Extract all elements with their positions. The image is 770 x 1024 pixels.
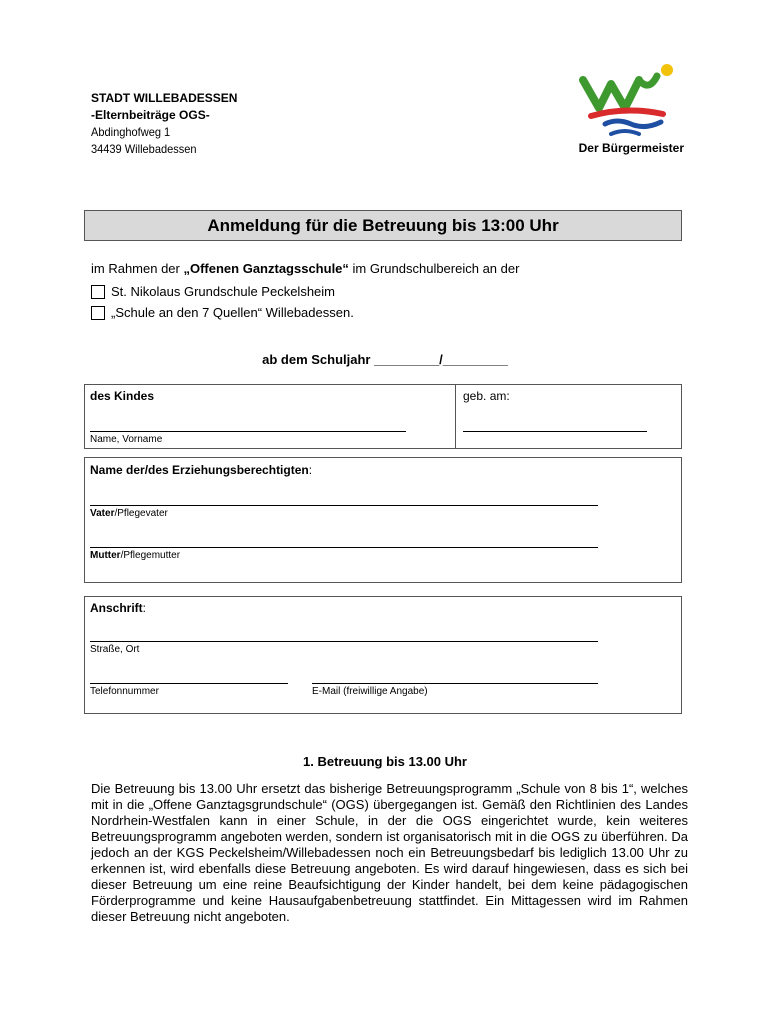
guardians-label: Name der/des Erziehungsberechtigten xyxy=(90,463,309,477)
address-label: Anschrift xyxy=(90,601,143,615)
school-option-willebadessen[interactable] xyxy=(91,305,354,320)
school-year-field[interactable]: ab dem Schuljahr _________/_________ xyxy=(262,352,508,367)
phone-caption: Telefonnummer xyxy=(90,686,159,697)
school-option-label: St. Nikolaus Grundschule Peckelsheim xyxy=(111,284,335,299)
email-caption: E-Mail (freiwillige Angabe) xyxy=(312,686,428,697)
intro-prefix: im Rahmen der xyxy=(91,261,184,276)
town-logo xyxy=(577,62,677,142)
birth-date-line[interactable] xyxy=(463,431,647,432)
section-1-text: Die Betreuung bis 13.00 Uhr ersetzt das bisherige Betreuungsprogramm „Schule von 8 bis 1“, welches mit in die „Offene Ganztagsgrundschule“ (OGS) übergegangen ist. Gemäß den Richtlinien des Landes Nordrhein-Westfalen kann in einer Schule, in der die OGS eingerichtet wurde, kein weiteres Betreuungsprogramm angeboten werden, sondern ist organisatorisch mit in die OGS zu überführen. Da jedoch an der KGS Peckelsheim/Willebadessen noch ein Betreuungsbedarf bis lediglich 13.00 Uhr zu erkennen ist, wird ebenfalls diese Betreuung angeboten. Es wird darauf hingewiesen, dass es sich bei dieser Betreuung um eine reine Beaufsichtigung der Kinder handelt, bei dem keine pädagogischen Förderprogramme und keine Hausaufgabenbetreuung stattfindet. Ein Mittagessen wird im Rahmen dieser Betreuung nicht angeboten. xyxy=(91,781,688,924)
street-line[interactable] xyxy=(90,641,598,642)
mother-caption xyxy=(90,550,180,561)
child-divider xyxy=(455,385,456,448)
mayor-signature: Der Bürgermeister xyxy=(578,141,684,155)
mother-caption-bold: Mutter xyxy=(90,550,121,561)
address-section xyxy=(84,596,682,714)
address-heading xyxy=(90,601,146,615)
intro-text xyxy=(91,261,519,276)
child-section xyxy=(84,384,682,449)
checkbox-willebadessen[interactable] xyxy=(91,306,105,320)
street-caption: Straße, Ort xyxy=(90,644,140,655)
school-option-label: „Schule an den 7 Quellen“ Willebadessen. xyxy=(111,305,354,320)
checkbox-peckelsheim[interactable] xyxy=(91,285,105,299)
form-title: Anmeldung für die Betreuung bis 13:00 Uhr xyxy=(84,210,682,241)
father-name-line[interactable] xyxy=(90,505,598,506)
school-option-peckelsheim[interactable] xyxy=(91,284,335,299)
phone-line[interactable] xyxy=(90,683,288,684)
address-colon: : xyxy=(142,601,147,615)
child-name-line[interactable] xyxy=(90,431,406,432)
intro-suffix: im Grundschulbereich an der xyxy=(348,261,520,276)
sender-street: Abdinghofweg 1 xyxy=(91,125,171,139)
email-line[interactable] xyxy=(312,683,598,684)
sender-address xyxy=(91,90,237,158)
birth-label: geb. am: xyxy=(463,389,510,403)
guardians-colon: : xyxy=(308,463,313,477)
guardians-heading xyxy=(90,463,312,477)
father-caption-rest: /Pflegevater xyxy=(114,508,168,519)
child-name-caption: Name, Vorname xyxy=(90,434,163,445)
mother-name-line[interactable] xyxy=(90,547,598,548)
father-caption-bold: Vater xyxy=(90,508,115,519)
intro-bold: „Offenen Ganztagsschule“ xyxy=(183,261,349,276)
section-1-heading: 1. Betreuung bis 13.00 Uhr xyxy=(303,754,467,769)
mother-caption-rest: /Pflegemutter xyxy=(120,550,181,561)
child-label: des Kindes xyxy=(90,389,155,403)
sender-zip-city: 34439 Willebadessen xyxy=(91,142,197,156)
father-caption xyxy=(90,508,168,519)
sender-city: STADT WILLEBADESSEN xyxy=(91,91,238,105)
guardians-section xyxy=(84,457,682,583)
sender-department: -Elternbeiträge OGS- xyxy=(91,108,210,122)
